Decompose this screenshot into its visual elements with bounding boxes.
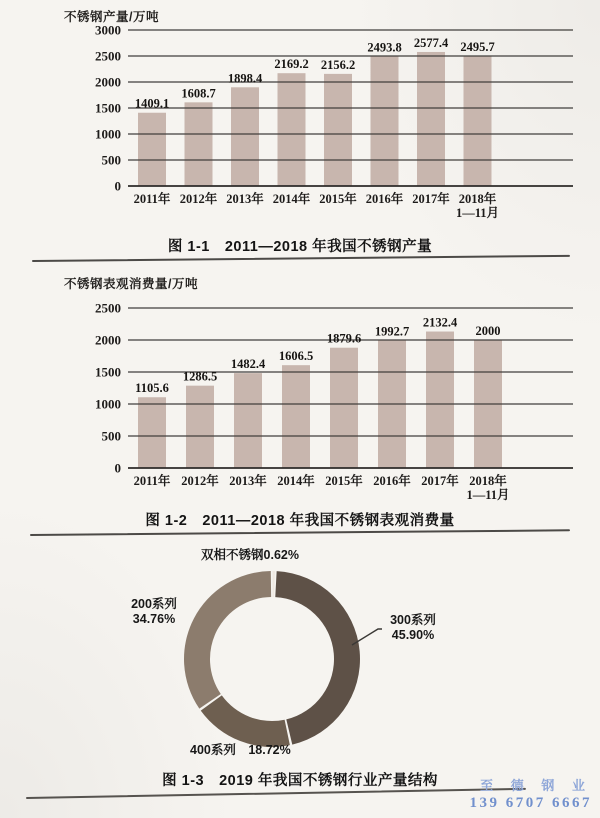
watermark-phone: 139 6707 6667 <box>469 795 592 812</box>
bar <box>186 386 214 468</box>
bar-value-label: 1105.6 <box>135 381 169 396</box>
x-category-label: 2018年 1—11月 <box>466 474 510 502</box>
x-category-label: 2017年 <box>421 474 459 488</box>
watermark <box>422 779 592 812</box>
y-tick-label: 1000 <box>95 396 121 412</box>
donut-slice <box>184 571 271 709</box>
donut-slice <box>201 695 290 747</box>
consumption-bar-chart <box>0 270 600 510</box>
bar-value-label: 1409.1 <box>134 96 170 111</box>
bar-value-label: 2000 <box>475 324 501 338</box>
bar <box>138 397 166 468</box>
figure-caption-1: 图 1-1 2011—2018 年我国不锈钢产量 <box>167 239 433 255</box>
bar-value-label: 2169.2 <box>274 57 309 72</box>
bar-value-label: 1898.4 <box>227 71 263 86</box>
bar <box>330 348 358 468</box>
bar-value-label: 2132.4 <box>422 315 458 330</box>
bar <box>282 365 310 468</box>
x-category-label: 2013年 <box>226 192 264 206</box>
x-category-label: 2014年 <box>272 192 311 206</box>
y-tick-label: 3000 <box>95 22 121 38</box>
x-category-label: 2015年 <box>319 192 357 206</box>
y-tick-label: 0 <box>114 460 121 476</box>
donut-label-300-name: 300系列 <box>390 613 436 627</box>
bar <box>417 52 445 186</box>
donut-slice <box>275 571 360 745</box>
bar-value-label: 1606.5 <box>278 349 314 364</box>
bar <box>464 56 492 186</box>
x-category-label: 2015年 <box>325 474 363 488</box>
x-category-label: 2013年 <box>229 474 267 488</box>
bar <box>426 332 454 468</box>
x-category-label: 2016年 <box>365 192 404 206</box>
donut-label-300-series <box>377 613 449 643</box>
y-tick-label: 0 <box>114 178 121 194</box>
donut-label-400-name: 400系列 <box>190 743 236 757</box>
x-category-label: 2017年 <box>412 192 450 206</box>
x-category-label: 2011年 <box>133 192 171 206</box>
x-category-label: 2011年 <box>133 474 171 488</box>
y-tick-label: 500 <box>101 428 121 444</box>
consumption-chart-ylabel: 不锈钢表观消费量/万吨 <box>64 277 198 291</box>
donut-label-400-series <box>190 743 350 758</box>
y-tick-label: 1500 <box>95 364 121 380</box>
bar-value-label: 2156.2 <box>320 57 356 72</box>
bar-value-label: 1879.6 <box>326 331 362 346</box>
x-category-label: 2018年 1—11月 <box>455 192 500 220</box>
bar <box>371 56 399 186</box>
x-category-label: 2016年 <box>373 474 411 488</box>
watermark-brand: 至 德 钢 业 <box>480 778 592 793</box>
section-divider <box>30 529 570 535</box>
bar-value-label: 1992.7 <box>374 324 410 339</box>
x-category-label: 2012年 <box>179 192 218 206</box>
y-tick-label: 500 <box>101 152 121 168</box>
structure-donut-chart <box>0 545 600 770</box>
bar-value-label: 2493.8 <box>367 40 402 55</box>
bar-value-label: 2495.7 <box>460 40 495 55</box>
y-tick-label: 2500 <box>95 48 121 64</box>
production-bar-chart <box>0 0 600 232</box>
x-category-label: 2012年 <box>181 474 219 488</box>
y-tick-label: 2500 <box>95 300 121 316</box>
bar <box>278 73 306 186</box>
donut-label-duplex <box>166 548 334 563</box>
bar-value-label: 1608.7 <box>181 86 216 101</box>
bar <box>138 113 166 186</box>
donut-label-duplex-pct: 0.62% <box>263 548 299 562</box>
y-tick-label: 1000 <box>95 126 121 142</box>
donut-label-200-pct: 34.76% <box>132 611 176 626</box>
production-chart-ylabel: 不锈钢产量/万吨 <box>64 10 159 24</box>
donut-label-200-name: 200系列 <box>131 597 177 611</box>
y-tick-label: 2000 <box>95 74 121 90</box>
x-category-label: 2014年 <box>277 474 315 488</box>
donut-label-400-pct: 18.72% <box>248 743 291 757</box>
bar <box>231 87 259 186</box>
donut-slice <box>272 571 275 597</box>
donut-label-300-pct: 45.90% <box>391 627 435 642</box>
y-tick-label: 1500 <box>95 100 121 116</box>
bar-value-label: 2577.4 <box>413 35 449 50</box>
bar <box>185 102 213 186</box>
figure-caption-3: 图 1-3 2019 年我国不锈钢行业产量结构 <box>162 773 438 789</box>
bar <box>324 74 352 186</box>
donut-label-200-series <box>112 597 196 627</box>
bar-value-label: 1286.5 <box>182 369 218 384</box>
y-tick-label: 2000 <box>95 332 121 348</box>
bar <box>234 373 262 468</box>
figure-caption-2: 图 1-2 2011—2018 年我国不锈钢表观消费量 <box>145 513 455 529</box>
donut-label-duplex-name: 双相不锈钢 <box>201 548 264 562</box>
bar-value-label: 1482.4 <box>230 357 266 372</box>
